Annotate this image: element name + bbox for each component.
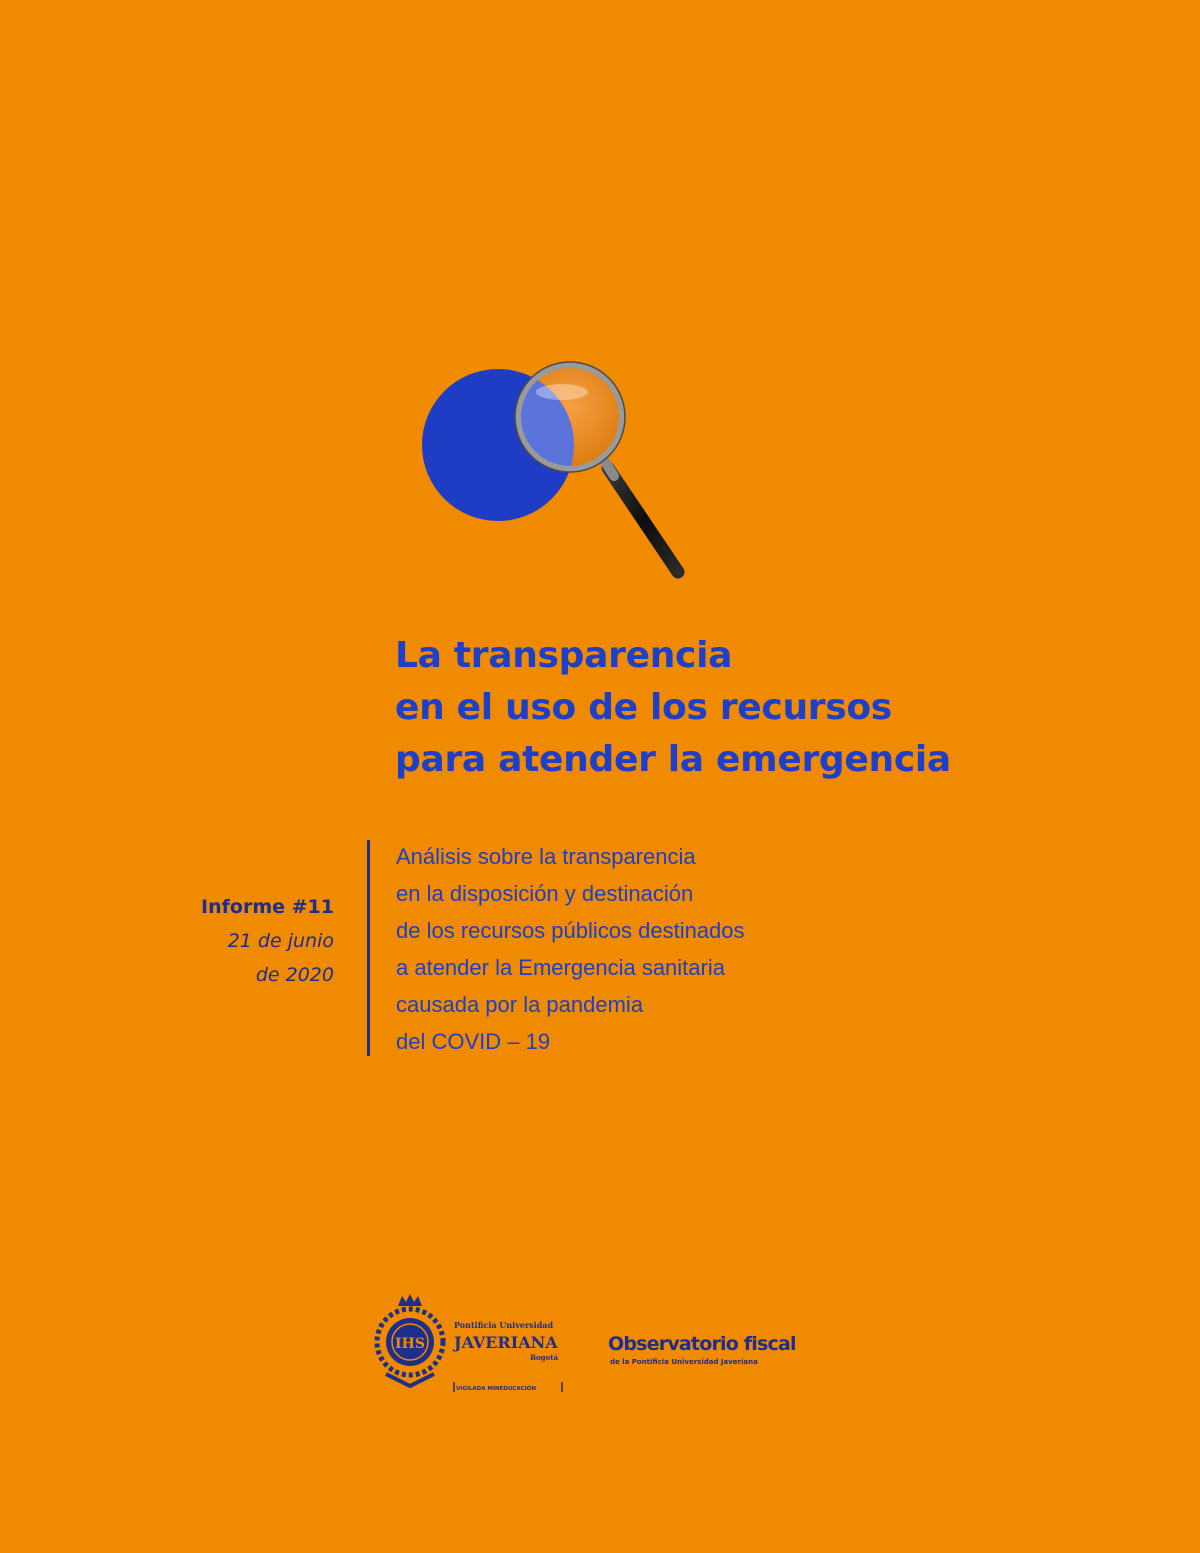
cover-title-line: en el uso de los recursos (395, 687, 892, 728)
cover-title-line: para atender la emergencia (395, 739, 951, 780)
report-number: Informe #11 (201, 896, 334, 918)
summary-line: en la disposición y destinación (396, 881, 694, 906)
summary-line: Análisis sobre la transparencia (396, 844, 696, 869)
javeriana-name: JAVERIANA (454, 1333, 558, 1352)
vertical-divider (367, 840, 370, 1056)
javeriana-seal-icon (377, 1294, 443, 1386)
summary-line: a atender la Emergencia sanitaria (396, 955, 725, 980)
observatorio-subtitle: de la Pontificia Universidad Javeriana (610, 1358, 758, 1366)
summary-line: causada por la pandemia (396, 992, 644, 1017)
javeriana-logo (368, 1292, 568, 1396)
cover-title-line: La transparencia (395, 635, 733, 676)
report-date-line: de 2020 (255, 964, 334, 986)
cover-title (395, 630, 1175, 786)
observatorio-name: Observatorio fiscal (608, 1333, 796, 1355)
summary-line: del COVID – 19 (396, 1029, 551, 1054)
summary-line: de los recursos públicos destinados (396, 918, 745, 943)
javeriana-city: Bogotá (530, 1353, 558, 1362)
javeriana-tagline: VIGILADA MINEDUCACIÓN (456, 1386, 536, 1392)
report-summary (396, 838, 856, 1060)
report-date-line: 21 de junio (227, 930, 334, 952)
observatorio-fiscal-logo (606, 1326, 826, 1374)
javeriana-line1: Pontificia Universidad (454, 1320, 554, 1330)
cover-illustration (410, 350, 710, 600)
report-meta (201, 890, 334, 992)
seal-monogram: IHS (395, 1336, 425, 1352)
